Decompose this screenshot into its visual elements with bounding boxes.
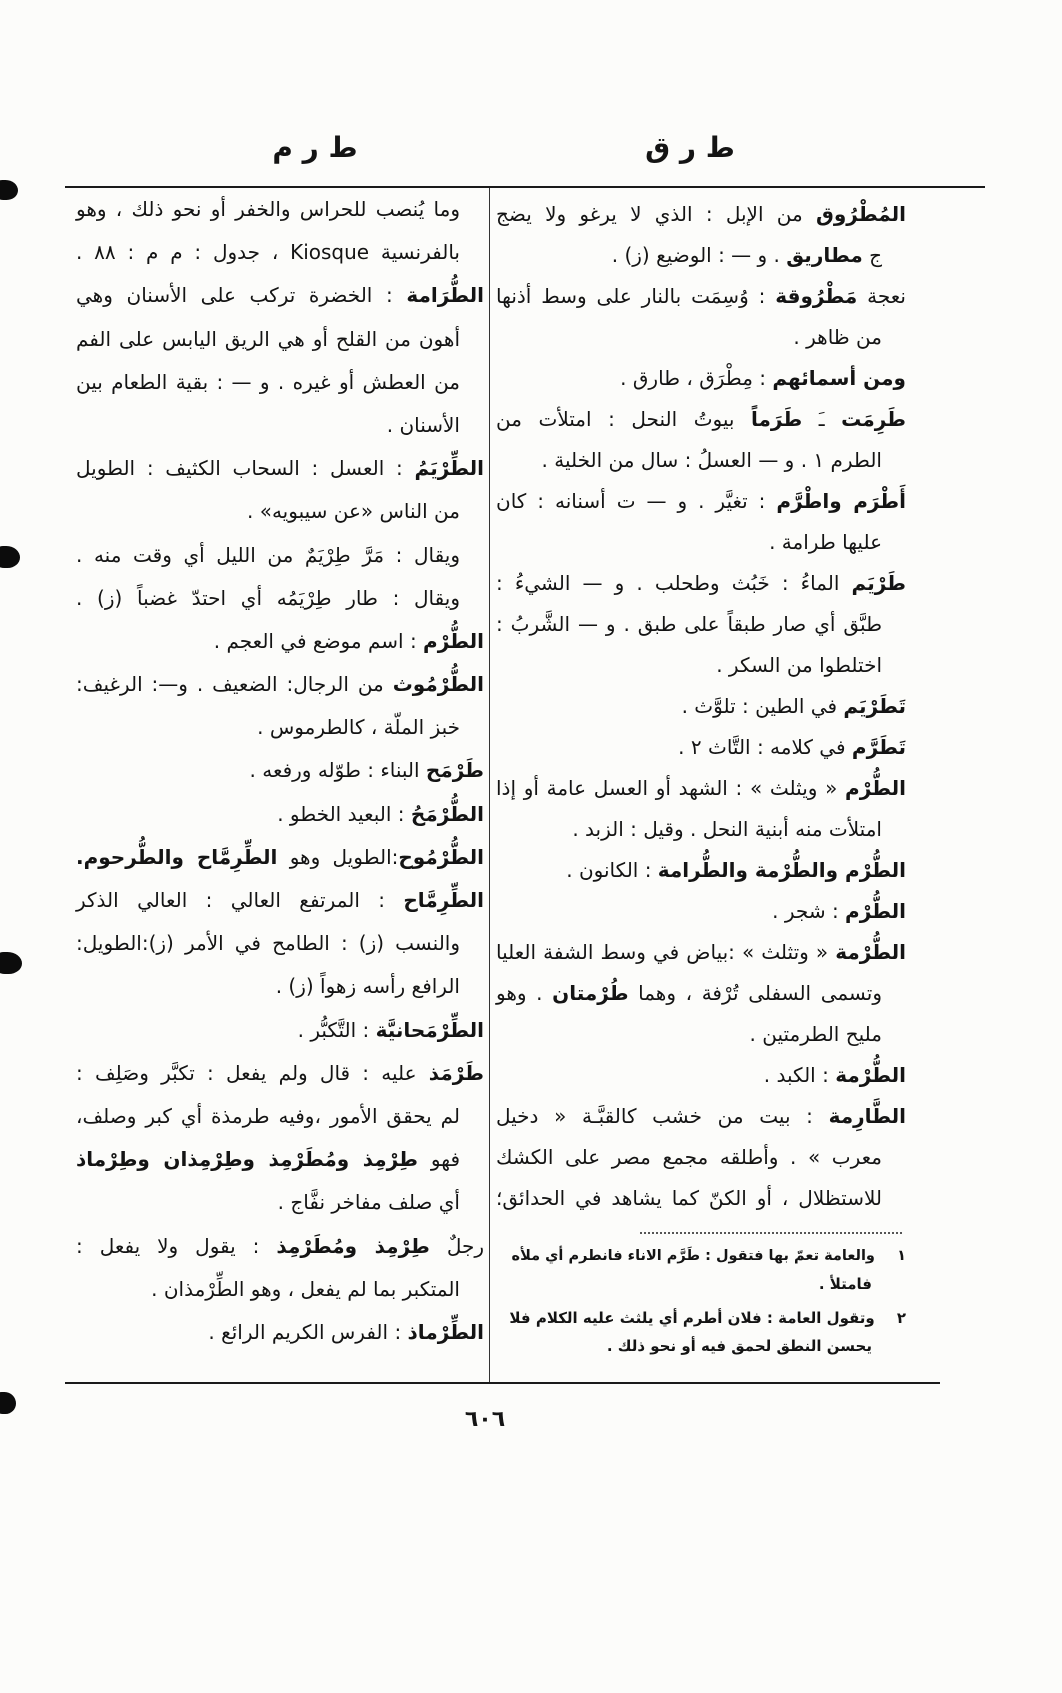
- page-number: ٦٠٦: [464, 1407, 506, 1432]
- entry-continuation-line: [496, 645, 906, 686]
- headword: الطِّرِمَّاح: [403, 888, 484, 912]
- definition-text: امتلأت منه أبنية النحل . وقيل : الزبد .: [572, 817, 882, 841]
- bottom-rule: [65, 1382, 940, 1384]
- entry-line: [76, 749, 484, 792]
- running-head-left-root: ط ر م: [272, 131, 358, 164]
- definition-text: : شجر .: [772, 899, 846, 923]
- entry-continuation-line: [496, 809, 906, 850]
- definition-text: مليح الطرمتين .: [749, 1022, 882, 1046]
- entry-line: [496, 563, 906, 604]
- headword: طُرْمتان: [552, 981, 629, 1005]
- scan-binding-mark: [0, 546, 20, 568]
- entry-continuation-line: [76, 361, 484, 404]
- definition-text: بالفرنسية Kiosque ، جدول : م م : ٨٨ .: [76, 240, 460, 265]
- definition-text: الماءُ : خَبُث وطحلب . و — الشيءُ :: [496, 571, 852, 595]
- definition-text: « ويثلث » : الشهد أو العسل عامة أو إذا: [496, 776, 846, 800]
- headword: طَرَماً: [751, 407, 803, 431]
- definition-text: لم يحقق الأمور ،وفيه طرمذة أي كبر وصلف،: [76, 1103, 460, 1128]
- definition-text: :الطويل وهو: [277, 844, 399, 869]
- definition-text: خبز الملّة ، كالطرموس .: [257, 715, 460, 740]
- entry-line: [76, 879, 484, 922]
- entry-continuation-line: [496, 440, 906, 481]
- footnotes: [496, 1242, 906, 1360]
- definition-text: عليه : قال ولم يفعل : تكبَّر وصَلِف :: [76, 1060, 429, 1085]
- definition-text: « وتثلث » :بياض في وسط الشفة العليا: [496, 940, 836, 964]
- entry-line: [76, 663, 484, 706]
- entry-continuation-line: [496, 235, 906, 276]
- entry-line: [496, 686, 906, 727]
- right-column: [496, 194, 906, 1219]
- entry-continuation-line: [76, 490, 484, 533]
- column-divider: [489, 188, 490, 1382]
- definition-text: الرافع رأسه زهواً (ز) .: [275, 974, 460, 999]
- footnote: [496, 1304, 906, 1332]
- headword: الطِّرْماذ: [407, 1319, 484, 1344]
- definition-text: : التَّكبُّر .: [297, 1017, 376, 1042]
- entry-continuation-line: [76, 188, 484, 231]
- definition-text: : الفرس الكريم الرائع .: [208, 1319, 408, 1344]
- entry-line: [76, 1009, 484, 1052]
- definition-text: : مِطْرَق ، طارق .: [620, 366, 773, 390]
- footnote-text: يحسن النطق لحمق فيه أو نحو ذلك .: [606, 1337, 872, 1355]
- entry-line: [496, 399, 906, 440]
- definition-text: : العسل : السحاب الكثيف : الطويل: [76, 456, 415, 481]
- entry-line: [496, 727, 906, 768]
- entry-continuation-line: [496, 522, 906, 563]
- definition-text: : اسم موضع في العجم .: [213, 628, 424, 653]
- entry-continuation-line: [76, 1268, 484, 1311]
- footnote-number: ٢: [896, 1309, 906, 1327]
- definition-text: : تغيَّر . و — ت أسنانه : كان: [496, 489, 777, 513]
- entry-line: [496, 1055, 906, 1096]
- footnote-continuation: [496, 1270, 906, 1298]
- headword: الطُّرْمة: [835, 1063, 906, 1087]
- headword: الطُّرْم والطُّرْمة والطُّرامة: [657, 858, 906, 882]
- definition-text: من ظاهر .: [793, 325, 882, 349]
- scan-binding-mark: [0, 1392, 16, 1414]
- definition-text: وما يُنصب للحراس والخفر أو نحو ذلك ، وهو: [76, 197, 460, 221]
- headword: طِرْمِذ ومُطَرْمِذ: [276, 1233, 430, 1258]
- definition-text: ج: [862, 243, 882, 267]
- entry-line: [496, 481, 906, 522]
- definition-text: طبَّق أي صار طبقاً على طبق . و — الشَّربُ :: [496, 612, 882, 636]
- footnote-text: وتقول العامة : فلان أطرم أي يلثث عليه الكلام فلا: [509, 1309, 875, 1327]
- definition-text: في الطين : تلوَّث .: [681, 694, 844, 718]
- entry-continuation-line: [496, 317, 906, 358]
- headword: تَطَرَّم: [851, 735, 906, 759]
- entry-line: [496, 358, 906, 399]
- entry-continuation-line: [76, 318, 484, 361]
- entry-line: [76, 447, 484, 490]
- headword: الطُّرْم: [423, 628, 484, 653]
- headword: طَرِمَت: [841, 407, 906, 431]
- scan-binding-mark: [0, 180, 18, 200]
- definition-text: معرب » . وأطلقه مجمع مصر على الكشك: [496, 1145, 882, 1169]
- headword: مَطْرُوقة: [775, 284, 858, 308]
- entry-continuation-line: [76, 404, 484, 447]
- entry-continuation-line: [496, 1178, 906, 1219]
- headword: الطُّرْمُوث: [392, 672, 484, 697]
- entry-line: [76, 836, 484, 879]
- headword: طَرْمَح: [425, 758, 484, 783]
- entry-line: [76, 793, 484, 836]
- entry-line: [76, 274, 484, 317]
- headword: تَطَرْيَم: [843, 694, 906, 718]
- definition-text: : البعيد الخطو .: [277, 801, 411, 826]
- definition-text: الأسنان .: [386, 412, 460, 437]
- entry-line: [76, 1052, 484, 1095]
- entry-line: [496, 932, 906, 973]
- definition-text: ويقال : مَرَّ طِرْيَمٌ من الليل أي وقت منه .: [76, 542, 460, 567]
- definition-text: من الناس «عن سيبويه» .: [247, 499, 460, 524]
- definition-text: : يقول ولا يفعل :: [76, 1233, 277, 1258]
- headword: الطُّرَامة: [406, 283, 484, 308]
- headword: أَطْرَم واطْرَّم: [776, 489, 907, 513]
- footnote-number: ١: [897, 1248, 906, 1264]
- headword: الطَّارِمة: [828, 1104, 906, 1128]
- headword: الطِّرْيَمُ: [414, 456, 484, 481]
- definition-text: عليها طرامة .: [769, 530, 882, 554]
- entry-line: [496, 891, 906, 932]
- headword: الطِّرْمَحانيَّة: [375, 1017, 484, 1042]
- definition-text: من الإبل : الذي لا يرغو ولا يضج: [496, 202, 816, 226]
- definition-text: وتسمى السفلى تُرْفة ، وهما: [628, 981, 883, 1005]
- definition-text: من الرجال: الضعيف . و—: الرغيف:: [76, 672, 393, 697]
- entry-continuation-line: [496, 1137, 906, 1178]
- definition-text: فهو: [417, 1147, 460, 1172]
- footnote-continuation: [496, 1332, 906, 1360]
- entry-continuation-line: [76, 1181, 484, 1224]
- definition-text: ـَ: [802, 407, 842, 431]
- definition-text: والنسب (ز) : الطامح في الأمر (ز):الطويل:: [76, 931, 460, 956]
- headword: الطُّرْمَحُ: [410, 801, 484, 826]
- entry-line: [76, 1225, 484, 1268]
- entry-line: [496, 768, 906, 809]
- definition-text: رجلٌ: [429, 1233, 484, 1258]
- definition-text: : وُسِمَت بالنار على وسط أذنها: [496, 284, 776, 308]
- running-head-right-root: ط ر ق: [645, 131, 735, 164]
- footnote-separator: [640, 1232, 902, 1234]
- definition-text: : المرتفع العالي : العالي الذكر: [76, 888, 404, 912]
- footnote: [496, 1242, 906, 1270]
- headword: مطاريق: [786, 243, 863, 267]
- entry-continuation-line: [76, 1138, 484, 1181]
- entry-continuation-line: [496, 604, 906, 645]
- headword: الطُّرْم: [845, 899, 906, 923]
- headword: طَرْيَم: [851, 571, 906, 595]
- footnote-text: فامتلأ .: [818, 1275, 872, 1293]
- definition-text: : الخضرة تركب على الأسنان وهي: [76, 283, 407, 308]
- definition-text: أهون من القلح أو هي الريق اليابس على الفم: [76, 326, 460, 351]
- entry-continuation-line: [76, 922, 484, 965]
- headword: طِرْمِذ ومُطَرْمِذ وطِرْمِذان وطِرْماذ: [76, 1147, 418, 1172]
- entry-line: [496, 276, 906, 317]
- definition-text: للاستظلال ، أو الكنّ كما يشاهد في الحدائق؛: [496, 1186, 882, 1210]
- headword: الطُّرْم: [845, 776, 906, 800]
- headword: الطُّرْمة: [835, 940, 906, 964]
- definition-text: : بيت من خشب كالقبَّـة « دخيل: [496, 1104, 829, 1128]
- definition-text: المتكبر بما لم يفعل ، وهو الطِّرْمذان .: [151, 1276, 460, 1301]
- definition-text: ويقال : طار طِرْيَمُه أي احتدّ غضباً (ز) .: [76, 585, 460, 610]
- entry-continuation-line: [76, 965, 484, 1008]
- definition-text: من العطش أو غيره . و — : بقية الطعام بين: [76, 369, 460, 394]
- headword: ومن أسمائهم: [772, 366, 906, 390]
- entry-line: [76, 620, 484, 663]
- definition-text: في كلامه : التَّاث ٢ .: [678, 735, 852, 759]
- entry-line: [76, 1311, 484, 1354]
- definition-text: : الكبد .: [763, 1063, 836, 1087]
- scan-binding-mark: [0, 952, 22, 974]
- left-column: [76, 188, 484, 1354]
- entry-continuation-line: [76, 577, 484, 620]
- definition-text: . وهو: [496, 981, 553, 1005]
- definition-text: : الكانون .: [566, 858, 658, 882]
- entry-continuation-line: [76, 534, 484, 577]
- definition-text: اختلطوا من السكر .: [716, 653, 882, 677]
- definition-text: . و — : الوضيع (ز) .: [611, 243, 787, 267]
- entry-continuation-line: [496, 1014, 906, 1055]
- entry-continuation-line: [76, 1095, 484, 1138]
- headword: الطُّرْمُوح: [398, 844, 484, 869]
- entry-line: [496, 194, 906, 235]
- definition-text: البناء : طوّله ورفعه .: [249, 758, 426, 783]
- headword: طَرْمَذ: [428, 1060, 484, 1085]
- entry-continuation-line: [496, 973, 906, 1014]
- entry-line: [496, 850, 906, 891]
- entry-continuation-line: [76, 706, 484, 749]
- entry-continuation-line: [76, 231, 484, 274]
- entry-line: [496, 1096, 906, 1137]
- headword: المُطْرُوق: [815, 202, 906, 226]
- headword: الطِّرِمَّاح والطُّرحوم.: [76, 844, 278, 869]
- definition-text: نعجة: [857, 284, 906, 308]
- definition-text: أي صلف مفاخر نفَّاج .: [277, 1190, 460, 1215]
- definition-text: الطرم ١ . و — العسلُ : سال من الخلية .: [541, 448, 882, 472]
- definition-text: بيوتُ النحل : امتلأت من: [496, 407, 752, 431]
- footnote-text: والعامة تعمّ بها فتقول : طَرَّم الاناء فانطرم أي ملأه: [511, 1248, 875, 1264]
